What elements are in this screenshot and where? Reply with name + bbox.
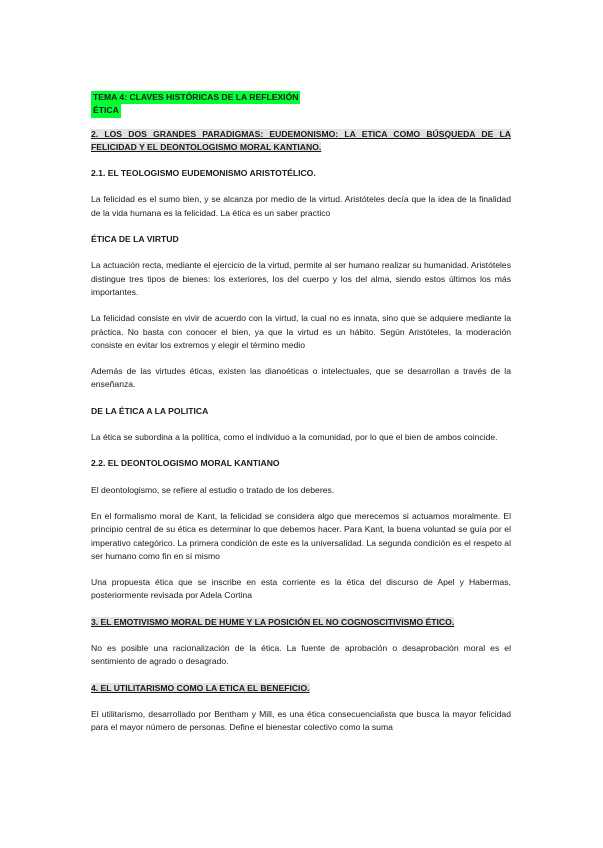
section-4-heading: 4. EL UTILITARISMO COMO LA ETICA EL BENEFICIO.	[91, 682, 310, 693]
paragraph-etica-politica: La ética se subordina a la política, como el individuo a la comunidad, por lo que el bien de ambos coincide.	[91, 432, 498, 443]
section-2-1-heading: 2.1. EL TEOLOGISMO EUDEMONISMO ARISTOTÉLICO.	[91, 168, 316, 179]
paragraph-felicidad-virtud: La felicidad consiste en vivir de acuerdo con la virtud, la cual no es innata, sino que se adquiere mediante la práctica. No basta con conocer el bien, ya que la virtud es un hábito. Según Aristóteles, la moderación consiste en evitar los extremos y elegir el término medio	[91, 313, 511, 350]
document-body	[91, 91, 511, 735]
title-line-1: TEMA 4: CLAVES HISTÓRICAS DE LA REFLEXIÓN	[91, 91, 300, 104]
paragraph-utilitarismo: El utilitarismo, desarrollado por Bentham y Mill, es una ética consecuencialista que busca la mayor felicidad para el mayor número de personas. Define el bienestar colectivo como la suma	[91, 708, 511, 733]
section-2-2-heading: 2.2. EL DEONTOLOGISMO MORAL KANTIANO	[91, 458, 280, 469]
paragraph-etica-discurso: Una propuesta ética que se inscribe en esta corriente es la ética del discurso de Apel y Habermas, posteriormente revisada por Adela Cortina	[91, 577, 511, 601]
paragraph-deontologismo: El deontologismo, se refiere al estudio o tratado de los deberes.	[91, 484, 335, 495]
heading-etica-politica: DE LA ÉTICA A LA POLITICA	[91, 405, 209, 416]
section-2-heading: 2. LOS DOS GRANDES PARADIGMAS: EUDEMONISMO: LA ETICA COMO BÚSQUEDA DE LA FELICIDAD Y EL DEONTOLOGISMO MORAL KANTIANO.	[91, 128, 511, 152]
section-3-heading: 3. EL EMOTIVISMO MORAL DE HUME Y LA POSICIÓN EL NO COGNOSCITIVISMO ÉTICO.	[91, 616, 455, 627]
heading-etica-virtud: ÉTICA DE LA VIRTUD	[91, 234, 179, 245]
title-line-2: ÉTICA	[91, 104, 121, 117]
paragraph-felicidad: La felicidad es el sumo bien, y se alcanza por medio de la virtud. Aristóteles decía que la idea de la finalidad de la vida humana es la felicidad. La ética es un saber practico	[91, 194, 511, 218]
paragraph-formalismo-kant: En el formalismo moral de Kant, la felicidad se considera algo que merecemos si actuamos moralmente. El principio central de su ética es determinar lo que debemos hacer. Para Kant, la buena voluntad se guía por el imperativo categórico. La primera condición de este es la universalidad. La segunda condición es el respeto al ser humano como fin en sí mismo	[91, 510, 511, 561]
paragraph-emotivismo: No es posible una racionalización de la ética. La fuente de aprobación o desaprobación moral es el sentimiento de agrado o desagrado.	[91, 643, 511, 667]
paragraph-virtudes-dianoeticas: Además de las virtudes éticas, existen las dianoéticas o intelectuales, que se desarrollan a través de la enseñanza.	[91, 366, 511, 390]
document-title	[91, 91, 511, 118]
paragraph-actuacion-recta: La actuación recta, mediante el ejercicio de la virtud, permite al ser humano realizar su humanidad. Aristóteles distingue tres tipos de bienes: los exteriores, los del cuerpo y los del alma, siendo estos últimos los más importantes.	[91, 260, 511, 297]
